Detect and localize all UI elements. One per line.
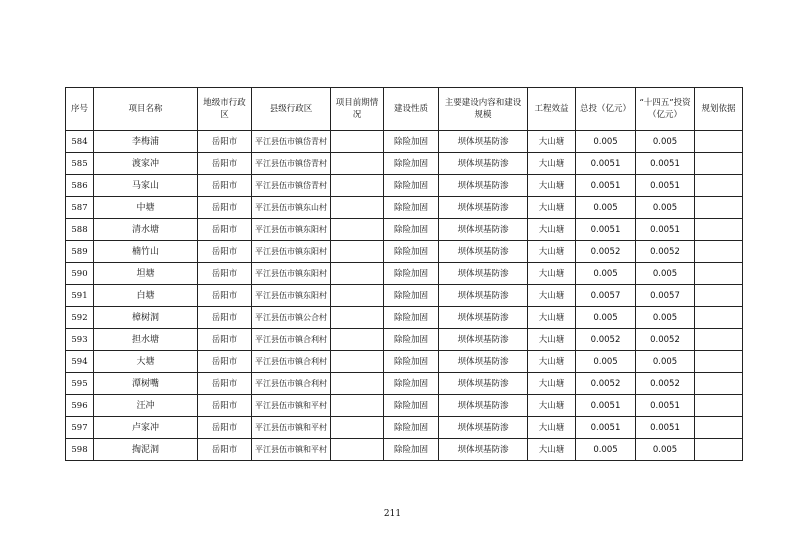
project-table <box>65 87 743 461</box>
header-benefit: 工程效益 <box>528 88 576 131</box>
cell-seq: 587 <box>66 197 94 219</box>
cell-total: 0.005 <box>576 197 636 219</box>
cell-total: 0.0052 <box>576 241 636 263</box>
cell-content: 坝体坝基防渗 <box>439 241 528 263</box>
cell-pre <box>331 153 384 175</box>
cell-content: 坝体坝基防渗 <box>439 153 528 175</box>
cell-seq: 598 <box>66 439 94 461</box>
cell-city: 岳阳市 <box>198 263 252 285</box>
header-row <box>66 88 743 131</box>
cell-seq: 588 <box>66 219 94 241</box>
cell-basis <box>695 351 743 373</box>
cell-total: 0.0052 <box>576 373 636 395</box>
cell-invest: 0.005 <box>636 351 695 373</box>
cell-county: 平江县伍市镇岱青村 <box>252 153 331 175</box>
cell-invest: 0.0051 <box>636 417 695 439</box>
cell-project-name: 白塘 <box>94 285 198 307</box>
table-row <box>66 329 743 351</box>
cell-county: 平江县伍市镇东山村 <box>252 197 331 219</box>
cell-pre <box>331 197 384 219</box>
cell-content: 坝体坝基防渗 <box>439 263 528 285</box>
cell-project-name: 掏泥洞 <box>94 439 198 461</box>
cell-county: 平江县伍市镇合利村 <box>252 373 331 395</box>
cell-basis <box>695 439 743 461</box>
cell-pre <box>331 351 384 373</box>
cell-benefit: 大山塘 <box>528 263 576 285</box>
cell-city: 岳阳市 <box>198 241 252 263</box>
cell-basis <box>695 417 743 439</box>
cell-project-name: 卢家冲 <box>94 417 198 439</box>
cell-project-name: 中塘 <box>94 197 198 219</box>
header-city: 地级市行政区 <box>198 88 252 131</box>
cell-total: 0.0052 <box>576 329 636 351</box>
cell-nature: 除险加固 <box>384 329 439 351</box>
header-content: 主要建设内容和建设规模 <box>439 88 528 131</box>
cell-seq: 595 <box>66 373 94 395</box>
cell-total: 0.005 <box>576 307 636 329</box>
cell-invest: 0.005 <box>636 263 695 285</box>
cell-benefit: 大山塘 <box>528 285 576 307</box>
cell-invest: 0.0051 <box>636 395 695 417</box>
cell-project-name: 李梅浦 <box>94 131 198 153</box>
cell-basis <box>695 373 743 395</box>
cell-county: 平江县伍市镇合利村 <box>252 329 331 351</box>
cell-pre <box>331 219 384 241</box>
cell-benefit: 大山塘 <box>528 131 576 153</box>
cell-seq: 594 <box>66 351 94 373</box>
header-county: 县级行政区 <box>252 88 331 131</box>
cell-basis <box>695 241 743 263</box>
cell-city: 岳阳市 <box>198 417 252 439</box>
cell-county: 平江县伍市镇和平村 <box>252 417 331 439</box>
cell-seq: 589 <box>66 241 94 263</box>
cell-content: 坝体坝基防渗 <box>439 417 528 439</box>
cell-invest: 0.0052 <box>636 329 695 351</box>
table-row <box>66 417 743 439</box>
cell-seq: 585 <box>66 153 94 175</box>
cell-pre <box>331 307 384 329</box>
cell-pre <box>331 395 384 417</box>
cell-content: 坝体坝基防渗 <box>439 131 528 153</box>
cell-content: 坝体坝基防渗 <box>439 373 528 395</box>
cell-county: 平江县伍市镇和平村 <box>252 439 331 461</box>
cell-invest: 0.0051 <box>636 175 695 197</box>
cell-county: 平江县伍市镇和平村 <box>252 395 331 417</box>
cell-nature: 除险加固 <box>384 351 439 373</box>
cell-basis <box>695 131 743 153</box>
cell-city: 岳阳市 <box>198 395 252 417</box>
cell-total: 0.0051 <box>576 153 636 175</box>
header-nature: 建设性质 <box>384 88 439 131</box>
cell-benefit: 大山塘 <box>528 175 576 197</box>
table-row <box>66 197 743 219</box>
table-row <box>66 241 743 263</box>
cell-city: 岳阳市 <box>198 351 252 373</box>
cell-nature: 除险加固 <box>384 439 439 461</box>
cell-pre <box>331 241 384 263</box>
cell-nature: 除险加固 <box>384 373 439 395</box>
cell-city: 岳阳市 <box>198 439 252 461</box>
cell-city: 岳阳市 <box>198 285 252 307</box>
cell-seq: 591 <box>66 285 94 307</box>
cell-content: 坝体坝基防渗 <box>439 219 528 241</box>
cell-basis <box>695 153 743 175</box>
cell-county: 平江县伍市镇合利村 <box>252 351 331 373</box>
cell-nature: 除险加固 <box>384 417 439 439</box>
cell-pre <box>331 285 384 307</box>
cell-content: 坝体坝基防渗 <box>439 197 528 219</box>
cell-benefit: 大山塘 <box>528 417 576 439</box>
cell-invest: 0.005 <box>636 197 695 219</box>
cell-seq: 586 <box>66 175 94 197</box>
cell-county: 平江县伍市镇岱青村 <box>252 131 331 153</box>
cell-invest: 0.005 <box>636 307 695 329</box>
cell-invest: 0.005 <box>636 131 695 153</box>
cell-pre <box>331 373 384 395</box>
cell-nature: 除险加固 <box>384 175 439 197</box>
cell-benefit: 大山塘 <box>528 197 576 219</box>
cell-seq: 596 <box>66 395 94 417</box>
table-row <box>66 263 743 285</box>
cell-pre <box>331 417 384 439</box>
cell-city: 岳阳市 <box>198 307 252 329</box>
cell-content: 坝体坝基防渗 <box>439 351 528 373</box>
cell-basis <box>695 329 743 351</box>
cell-invest: 0.0057 <box>636 285 695 307</box>
cell-city: 岳阳市 <box>198 131 252 153</box>
cell-basis <box>695 395 743 417</box>
header-total: 总投（亿元） <box>576 88 636 131</box>
cell-total: 0.005 <box>576 351 636 373</box>
cell-benefit: 大山塘 <box>528 439 576 461</box>
cell-total: 0.005 <box>576 263 636 285</box>
cell-county: 平江县伍市镇东阳村 <box>252 241 331 263</box>
table-row <box>66 373 743 395</box>
cell-seq: 593 <box>66 329 94 351</box>
header-basis: 规划依据 <box>695 88 743 131</box>
cell-city: 岳阳市 <box>198 373 252 395</box>
cell-seq: 597 <box>66 417 94 439</box>
cell-nature: 除险加固 <box>384 285 439 307</box>
cell-county: 平江县伍市镇东阳村 <box>252 285 331 307</box>
cell-nature: 除险加固 <box>384 153 439 175</box>
cell-basis <box>695 175 743 197</box>
cell-pre <box>331 263 384 285</box>
cell-content: 坝体坝基防渗 <box>439 395 528 417</box>
cell-total: 0.0051 <box>576 175 636 197</box>
cell-project-name: 潭树嘴 <box>94 373 198 395</box>
table-row <box>66 131 743 153</box>
cell-benefit: 大山塘 <box>528 351 576 373</box>
table-row <box>66 285 743 307</box>
cell-basis <box>695 285 743 307</box>
cell-basis <box>695 263 743 285</box>
cell-project-name: 渡家冲 <box>94 153 198 175</box>
cell-benefit: 大山塘 <box>528 395 576 417</box>
cell-pre <box>331 439 384 461</box>
cell-project-name: 楠竹山 <box>94 241 198 263</box>
cell-benefit: 大山塘 <box>528 373 576 395</box>
cell-benefit: 大山塘 <box>528 329 576 351</box>
header-invest: “十四五”投资（亿元） <box>636 88 695 131</box>
cell-basis <box>695 197 743 219</box>
cell-basis <box>695 219 743 241</box>
cell-project-name: 汪冲 <box>94 395 198 417</box>
cell-county: 平江县伍市镇东阳村 <box>252 219 331 241</box>
table-row <box>66 153 743 175</box>
table-row <box>66 219 743 241</box>
cell-seq: 592 <box>66 307 94 329</box>
cell-city: 岳阳市 <box>198 219 252 241</box>
cell-total: 0.0051 <box>576 395 636 417</box>
cell-benefit: 大山塘 <box>528 219 576 241</box>
cell-basis <box>695 307 743 329</box>
cell-pre <box>331 175 384 197</box>
cell-content: 坝体坝基防渗 <box>439 175 528 197</box>
cell-invest: 0.0052 <box>636 373 695 395</box>
table-row <box>66 175 743 197</box>
cell-city: 岳阳市 <box>198 153 252 175</box>
cell-total: 0.0057 <box>576 285 636 307</box>
cell-total: 0.0051 <box>576 417 636 439</box>
cell-pre <box>331 131 384 153</box>
header-seq: 序号 <box>66 88 94 131</box>
cell-total: 0.0051 <box>576 219 636 241</box>
cell-nature: 除险加固 <box>384 395 439 417</box>
cell-invest: 0.0051 <box>636 219 695 241</box>
cell-nature: 除险加固 <box>384 219 439 241</box>
cell-nature: 除险加固 <box>384 241 439 263</box>
cell-benefit: 大山塘 <box>528 241 576 263</box>
cell-county: 平江县伍市镇东阳村 <box>252 263 331 285</box>
cell-project-name: 大塘 <box>94 351 198 373</box>
cell-nature: 除险加固 <box>384 263 439 285</box>
page-number: 211 <box>383 509 402 519</box>
cell-county: 平江县伍市镇公合村 <box>252 307 331 329</box>
table-row <box>66 307 743 329</box>
table-row <box>66 395 743 417</box>
cell-benefit: 大山塘 <box>528 153 576 175</box>
cell-invest: 0.005 <box>636 439 695 461</box>
cell-total: 0.005 <box>576 131 636 153</box>
cell-city: 岳阳市 <box>198 197 252 219</box>
cell-nature: 除险加固 <box>384 307 439 329</box>
cell-project-name: 清水塘 <box>94 219 198 241</box>
cell-seq: 584 <box>66 131 94 153</box>
header-name: 项目名称 <box>94 88 198 131</box>
cell-content: 坝体坝基防渗 <box>439 439 528 461</box>
cell-project-name: 樟树洞 <box>94 307 198 329</box>
cell-invest: 0.0052 <box>636 241 695 263</box>
cell-content: 坝体坝基防渗 <box>439 329 528 351</box>
cell-pre <box>331 329 384 351</box>
cell-nature: 除险加固 <box>384 131 439 153</box>
cell-county: 平江县伍市镇岱青村 <box>252 175 331 197</box>
cell-benefit: 大山塘 <box>528 307 576 329</box>
table-body <box>66 131 743 461</box>
cell-city: 岳阳市 <box>198 175 252 197</box>
cell-project-name: 担水塘 <box>94 329 198 351</box>
cell-project-name: 坦塘 <box>94 263 198 285</box>
cell-city: 岳阳市 <box>198 329 252 351</box>
cell-invest: 0.0051 <box>636 153 695 175</box>
table-row <box>66 351 743 373</box>
cell-content: 坝体坝基防渗 <box>439 285 528 307</box>
cell-seq: 590 <box>66 263 94 285</box>
cell-nature: 除险加固 <box>384 197 439 219</box>
header-pre: 项目前期情况 <box>331 88 384 131</box>
cell-project-name: 马家山 <box>94 175 198 197</box>
cell-content: 坝体坝基防渗 <box>439 307 528 329</box>
cell-total: 0.005 <box>576 439 636 461</box>
table-row <box>66 439 743 461</box>
